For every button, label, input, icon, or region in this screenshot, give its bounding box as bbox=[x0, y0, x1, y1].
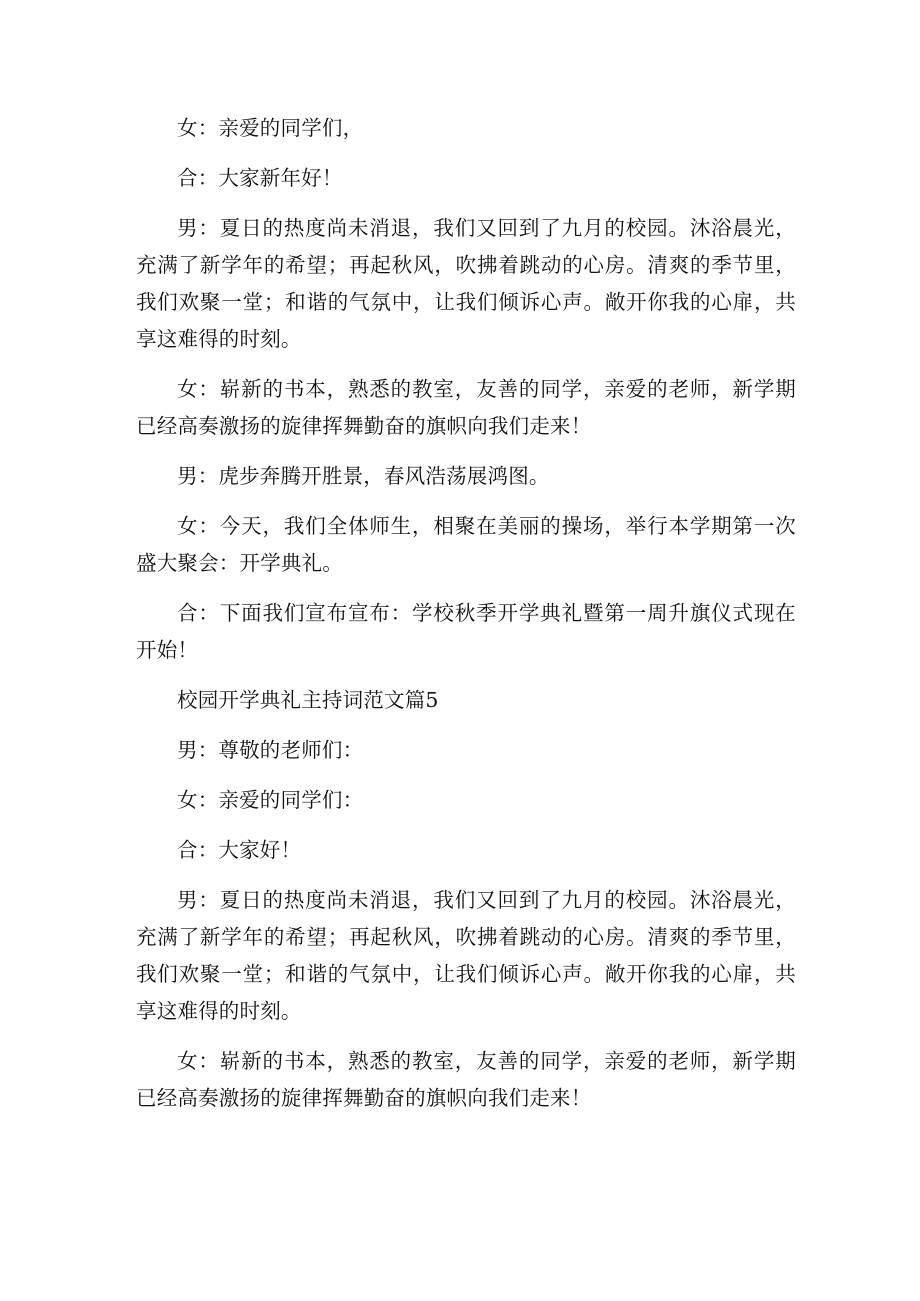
paragraph-2: 合：大家新年好！ bbox=[177, 166, 343, 190]
paragraph-3: 男：夏日的热度尚未消退，我们又回到了九月的校园。沐浴晨光，充满了新学年的希望；再起秋风，吹拂着跳动的心房。清爽的季节里，我们欢聚一堂；和谐的气氛中，让我们倾诉心声。敞开你我的心扉，共享这难得的时刻。 bbox=[136, 216, 796, 351]
paragraph-12: 男：夏日的热度尚未消退，我们又回到了九月的校园。沐浴晨光，充满了新学年的希望；再起秋风，吹拂着跳动的心房。清爽的季节里，我们欢聚一堂；和谐的气氛中，让我们倾诉心声。敞开你我的心扉，共享这难得的时刻。 bbox=[136, 888, 796, 1023]
paragraph-9: 男：尊敬的老师们： bbox=[177, 738, 364, 762]
paragraph-13: 女：崭新的书本，熟悉的教室，友善的同学，亲爱的老师，新学期已经高奏激扬的旋律挥舞勤奋的旗帜向我们走来！ bbox=[136, 1049, 796, 1110]
paragraph-11: 合：大家好！ bbox=[177, 838, 302, 862]
paragraph-7: 合：下面我们宣布宣布：学校秋季开学典礼暨第一周升旗仪式现在开始！ bbox=[136, 601, 796, 662]
paragraph-6: 女：今天，我们全体师生，相聚在美丽的操场，举行本学期第一次盛大聚会：开学典礼。 bbox=[136, 514, 796, 575]
section-heading: 校园开学典礼主持词范文篇5 bbox=[177, 688, 439, 712]
paragraph-10: 女：亲爱的同学们： bbox=[177, 788, 364, 812]
paragraph-4: 女：崭新的书本，熟悉的教室，友善的同学，亲爱的老师，新学期已经高奏激扬的旋律挥舞勤奋的旗帜向我们走来！ bbox=[136, 377, 796, 438]
paragraph-1: 女：亲爱的同学们， bbox=[177, 116, 364, 140]
document-body bbox=[136, 110, 796, 1130]
paragraph-5: 男：虎步奔腾开胜景，春风浩荡展鸿图。 bbox=[177, 464, 550, 488]
